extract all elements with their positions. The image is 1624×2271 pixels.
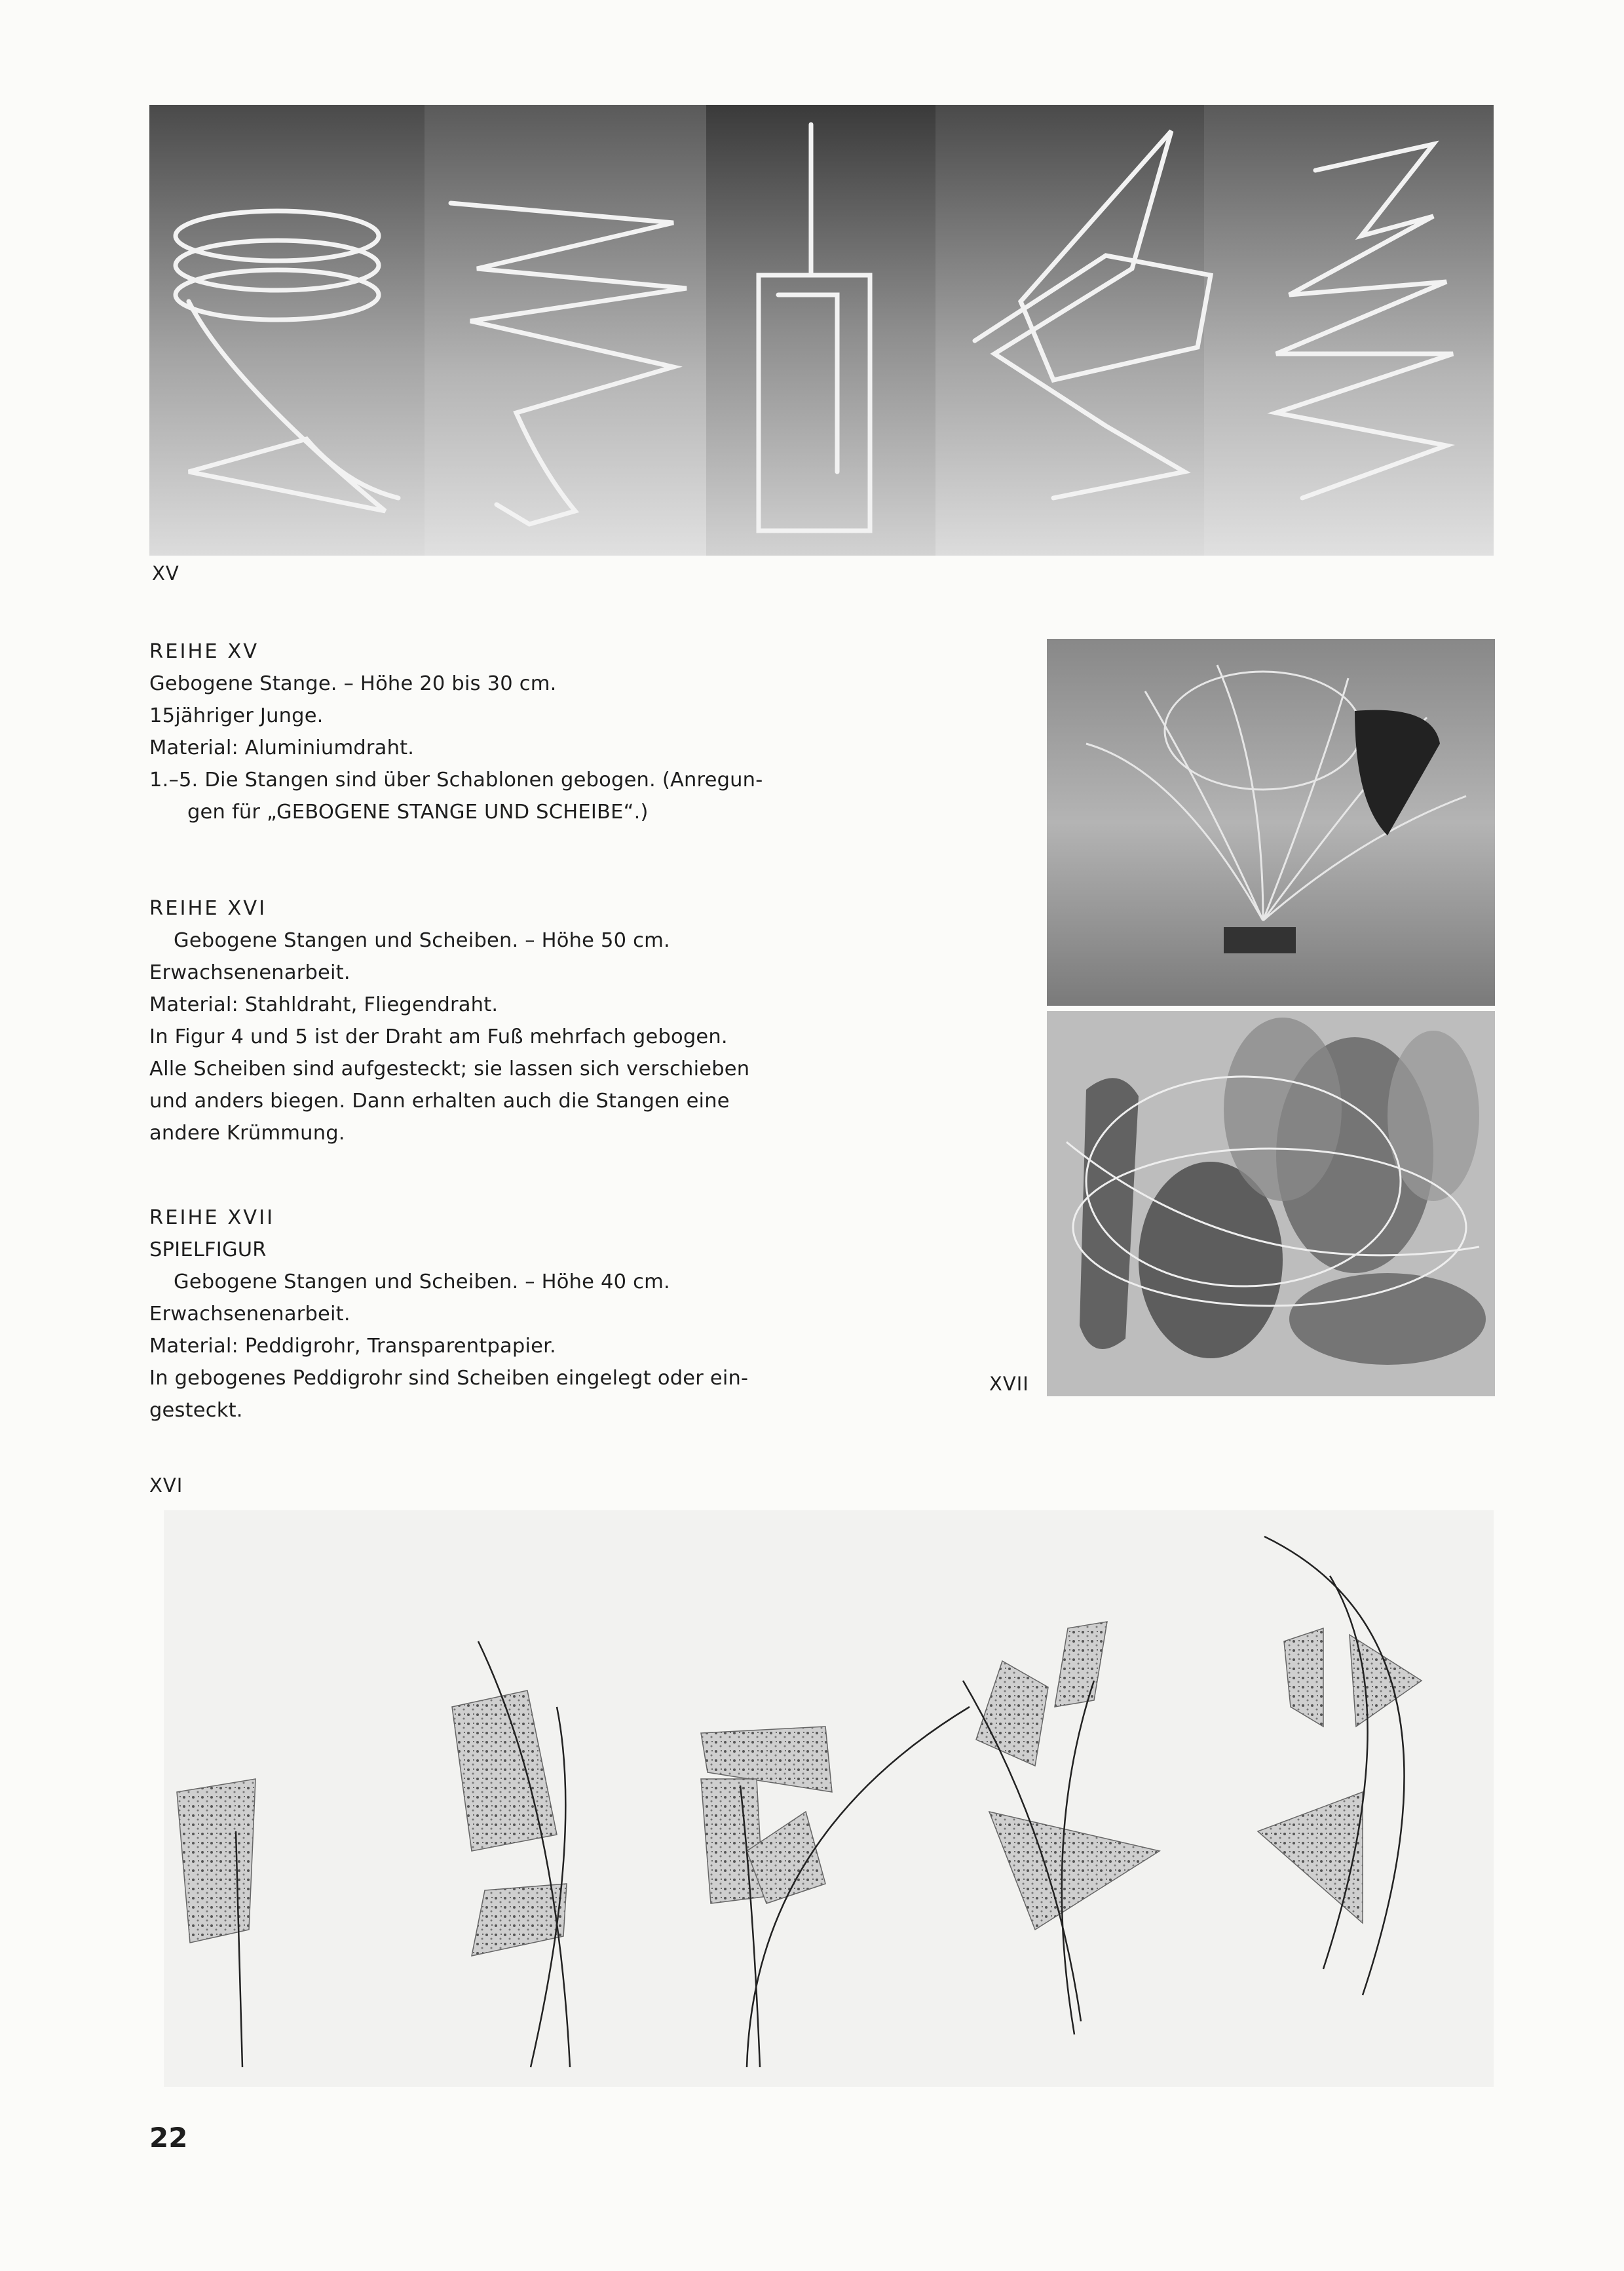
reihe-xvi-line-1: Gebogene Stangen und Scheiben. – Höhe 50 cm. bbox=[174, 929, 670, 952]
figure-label-xv: XV bbox=[152, 562, 179, 584]
reihe-xv-line-3: Material: Aluminiumdraht. bbox=[149, 736, 415, 759]
reihe-xvi-line-3: Material: Stahldraht, Fliegendraht. bbox=[149, 993, 499, 1016]
reihe-xv-line-4: 1.–5. Die Stangen sind über Schablonen gebogen. (Anregun- bbox=[149, 769, 763, 792]
reihe-xvi-line-5: Alle Scheiben sind aufgesteckt; sie lassen sich verschieben bbox=[149, 1058, 750, 1080]
reihe-xvii-block bbox=[149, 1202, 890, 1426]
reihe-xvi-line-2: Erwachsenenarbeit. bbox=[149, 961, 350, 984]
reihe-xvii-line-5: gesteckt. bbox=[149, 1399, 243, 1422]
photo-xvii-spielfigur bbox=[1047, 1011, 1495, 1396]
reihe-xvi-line-4: In Figur 4 und 5 ist der Draht am Fuß mehrfach gebogen. bbox=[149, 1025, 728, 1048]
page-number: 22 bbox=[149, 2122, 188, 2154]
reihe-xvii-heading: REIHE XVII bbox=[149, 1206, 275, 1229]
reihe-xv-line-1: Gebogene Stange. – Höhe 20 bis 30 cm. bbox=[149, 672, 557, 695]
reihe-xvii-subheading: SPIELFIGUR bbox=[149, 1238, 267, 1261]
reihe-xvii-line-3: Material: Peddigrohr, Transparentpapier. bbox=[149, 1335, 556, 1358]
figure-label-xvi: XVI bbox=[149, 1474, 183, 1497]
reihe-xvii-line-1: Gebogene Stangen und Scheiben. – Höhe 40 cm. bbox=[174, 1270, 670, 1293]
figure-label-xvii: XVII bbox=[989, 1373, 1029, 1395]
reihe-xv-block bbox=[149, 636, 890, 828]
photo-xvi-wire-discs bbox=[1047, 639, 1495, 1006]
photo-xvi-sequence bbox=[164, 1510, 1494, 2087]
photo-xv-wire-sculptures bbox=[149, 105, 1494, 556]
reihe-xvi-heading: REIHE XVI bbox=[149, 897, 267, 920]
reihe-xv-line-2: 15jähriger Junge. bbox=[149, 704, 324, 727]
reihe-xvi-block bbox=[149, 892, 890, 1149]
reihe-xvi-line-6: und anders biegen. Dann erhalten auch die Stangen eine bbox=[149, 1090, 730, 1113]
reihe-xvi-line-7: andere Krümmung. bbox=[149, 1122, 345, 1145]
reihe-xv-heading: REIHE XV bbox=[149, 640, 259, 663]
reihe-xvii-line-4: In gebogenes Peddigrohr sind Scheiben eingelegt oder ein- bbox=[149, 1367, 749, 1390]
reihe-xvii-line-2: Erwachsenenarbeit. bbox=[149, 1303, 350, 1326]
reihe-xv-line-5: gen für „GEBOGENE STANGE UND SCHEIBE“.) bbox=[187, 801, 649, 824]
